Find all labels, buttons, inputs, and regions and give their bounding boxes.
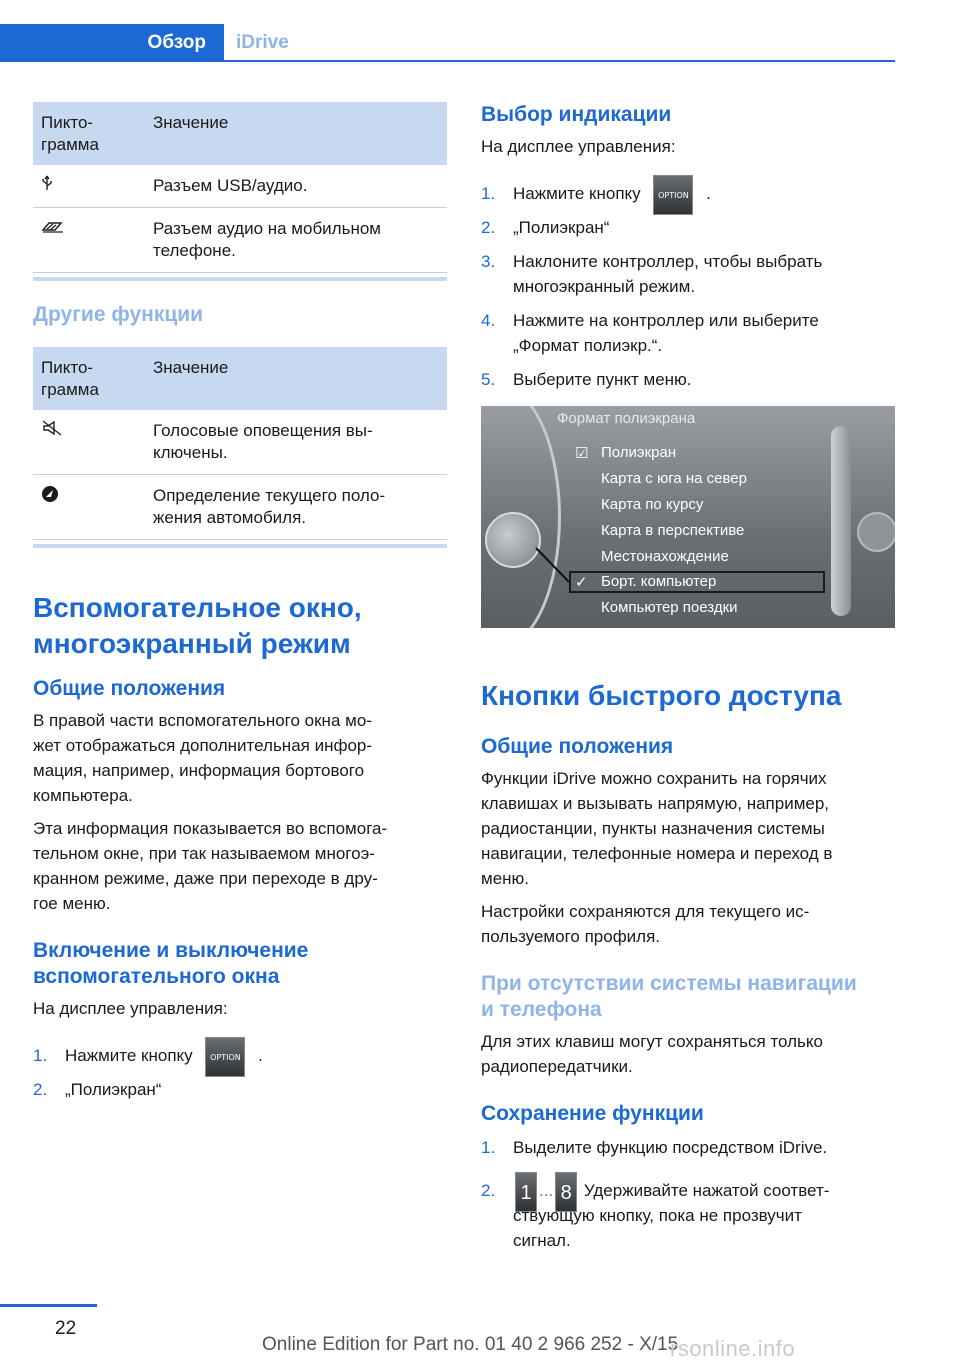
list-item (33, 1077, 447, 1102)
table-row (33, 165, 447, 208)
screen-title: Формат полиэкрана (557, 410, 696, 427)
step-number: 2. (33, 1080, 48, 1099)
step-text-body: Удерживайте нажатой соответ- ствующую кнопку, пока не прозвучит сигнал. (513, 1181, 830, 1250)
table-row (33, 475, 447, 540)
step-text-before: Нажмите кнопку (513, 184, 641, 203)
step-number: 2. (481, 218, 496, 237)
paragraph: Настройки сохраняются для текущего ис- пользуемого профиля. (481, 902, 810, 946)
col-pictogram-header: Пикто- грамма (41, 358, 99, 399)
tab-idrive[interactable]: iDrive (236, 32, 289, 53)
other-functions-heading: Другие функции (33, 303, 204, 326)
save-function-heading: Сохранение функции (481, 1102, 704, 1125)
step-text: „Полиэкран“ (513, 218, 610, 237)
pointer-line (481, 406, 895, 628)
step-number: 1. (481, 184, 496, 203)
menu-item[interactable]: Карта по курсу (601, 496, 704, 513)
table-end-bar (33, 277, 447, 281)
toggle-heading: Включение и выключение вспомогательного окна (33, 939, 309, 988)
table-row (33, 208, 447, 273)
paragraph: Функции iDrive можно сохранить на горячих клавишах и вызывать напрямую, например, радиостанции, пункты назначения системы навигации, телефонные номера и переход в меню. (481, 769, 833, 888)
header-divider (224, 60, 895, 62)
multiscreen-format-screenshot (481, 406, 895, 628)
option-button-icon: OPTION (205, 1037, 245, 1077)
step-list (481, 181, 895, 392)
auxiliary-window-title: Вспомогательное окно, многоэкранный режим (33, 592, 362, 659)
table-end-bar (33, 544, 447, 548)
phone-audio-icon (33, 218, 153, 262)
usb-icon (33, 175, 153, 197)
col-meaning-header: Значение (153, 358, 229, 377)
edition-text: Online Edition for Part no. 01 40 2 966 252 - X/15 (262, 1334, 679, 1355)
general-heading: Общие положения (33, 677, 226, 700)
menu-item[interactable]: Местонахождение (601, 548, 729, 565)
general-heading: Общие положения (481, 735, 674, 758)
table-header (33, 347, 447, 410)
check-icon: ✓ (575, 574, 588, 591)
paragraph: В правой части вспомогательного окна мо- жет отображаться дополнительная инфор- мация, например, информация бортового компьютера. (33, 711, 373, 805)
list-item (481, 181, 895, 206)
step-list (33, 1043, 447, 1102)
menu-item[interactable]: Карта с юга на север (601, 470, 747, 487)
step-text: Выделите функцию посредством iDrive. (513, 1138, 828, 1157)
table-cell: Разъем аудио на мобильном телефоне. (153, 219, 381, 260)
page-header (0, 0, 960, 62)
menu-item-selected[interactable]: ✓ Борт. компьютер (575, 573, 717, 591)
step-text: Выберите пункт меню. (513, 370, 692, 389)
step-text (513, 1178, 895, 1253)
list-item (33, 1043, 447, 1068)
step-number: 3. (481, 252, 496, 271)
paragraph: Для этих клавиш могут сохраняться только радиопередатчики. (481, 1032, 823, 1076)
list-item (481, 1135, 895, 1160)
step-text-after: . (706, 184, 711, 203)
col-pictogram-header: Пикто- грамма (41, 113, 99, 154)
col-meaning-header: Значение (153, 113, 229, 132)
table-cell: Голосовые оповещения вы- ключены. (153, 421, 373, 462)
step-text: „Полиэкран“ (65, 1080, 162, 1099)
step-text (513, 181, 895, 206)
step-text: Нажмите на контроллер или выберите „Формат полиэкр.“. (513, 311, 819, 355)
table-cell: Определение текущего поло- жения автомобиля. (153, 486, 386, 527)
step-text (65, 1043, 447, 1068)
menu-item[interactable]: ☑ Полиэкран (575, 444, 677, 462)
favorite-button-1-icon: 1 (515, 1172, 537, 1212)
check-icon: ☑ (575, 445, 589, 462)
step-number: 1. (481, 1138, 496, 1157)
left-column (33, 102, 447, 1111)
paragraph: На дисплее управления: (33, 999, 228, 1018)
step-number: 5. (481, 370, 496, 389)
right-column (481, 102, 895, 1262)
pictogram-table-1 (33, 102, 447, 281)
dots: ... (539, 1181, 554, 1200)
step-list (481, 1135, 895, 1253)
page-number: 22 (55, 1318, 77, 1339)
step-number: 4. (481, 311, 496, 330)
no-navigation-heading: При отсутствии системы навигации и телефона (481, 972, 857, 1021)
table-cell: Разъем USB/аудио. (153, 176, 308, 195)
voice-off-icon (33, 420, 153, 464)
list-item (481, 308, 895, 358)
display-selection-heading: Выбор индикации (481, 103, 672, 126)
watermark: rsonline.info (670, 1336, 796, 1361)
paragraph: Эта информация показывается во вспомога- тельном окне, при так называемом многоэ- кранном режиме, даже при переходе в дру- гое меню. (33, 819, 388, 913)
list-item (481, 215, 895, 240)
location-icon (33, 485, 153, 529)
table-header (33, 102, 447, 165)
step-number: 2. (481, 1181, 496, 1200)
quick-access-title: Кнопки быстрого доступа (481, 680, 842, 711)
step-text-after: . (258, 1046, 263, 1065)
step-number: 1. (33, 1046, 48, 1065)
option-button-icon: OPTION (653, 175, 693, 215)
paragraph: На дисплее управления: (481, 137, 676, 156)
menu-item[interactable]: Карта в перспективе (601, 522, 745, 539)
list-item (481, 1178, 895, 1253)
pictogram-table-2 (33, 347, 447, 548)
tab-overview[interactable]: Обзор (0, 24, 224, 62)
menu-item[interactable]: Компьютер поездки (601, 599, 738, 616)
list-item (481, 249, 895, 299)
step-text: Наклоните контроллер, чтобы выбрать многоэкранный режим. (513, 252, 823, 296)
step-text-before: Нажмите кнопку (65, 1046, 193, 1065)
footer-line (0, 1304, 97, 1307)
favorite-button-8-icon: 8 (555, 1172, 577, 1212)
table-row (33, 410, 447, 475)
list-item (481, 367, 895, 392)
